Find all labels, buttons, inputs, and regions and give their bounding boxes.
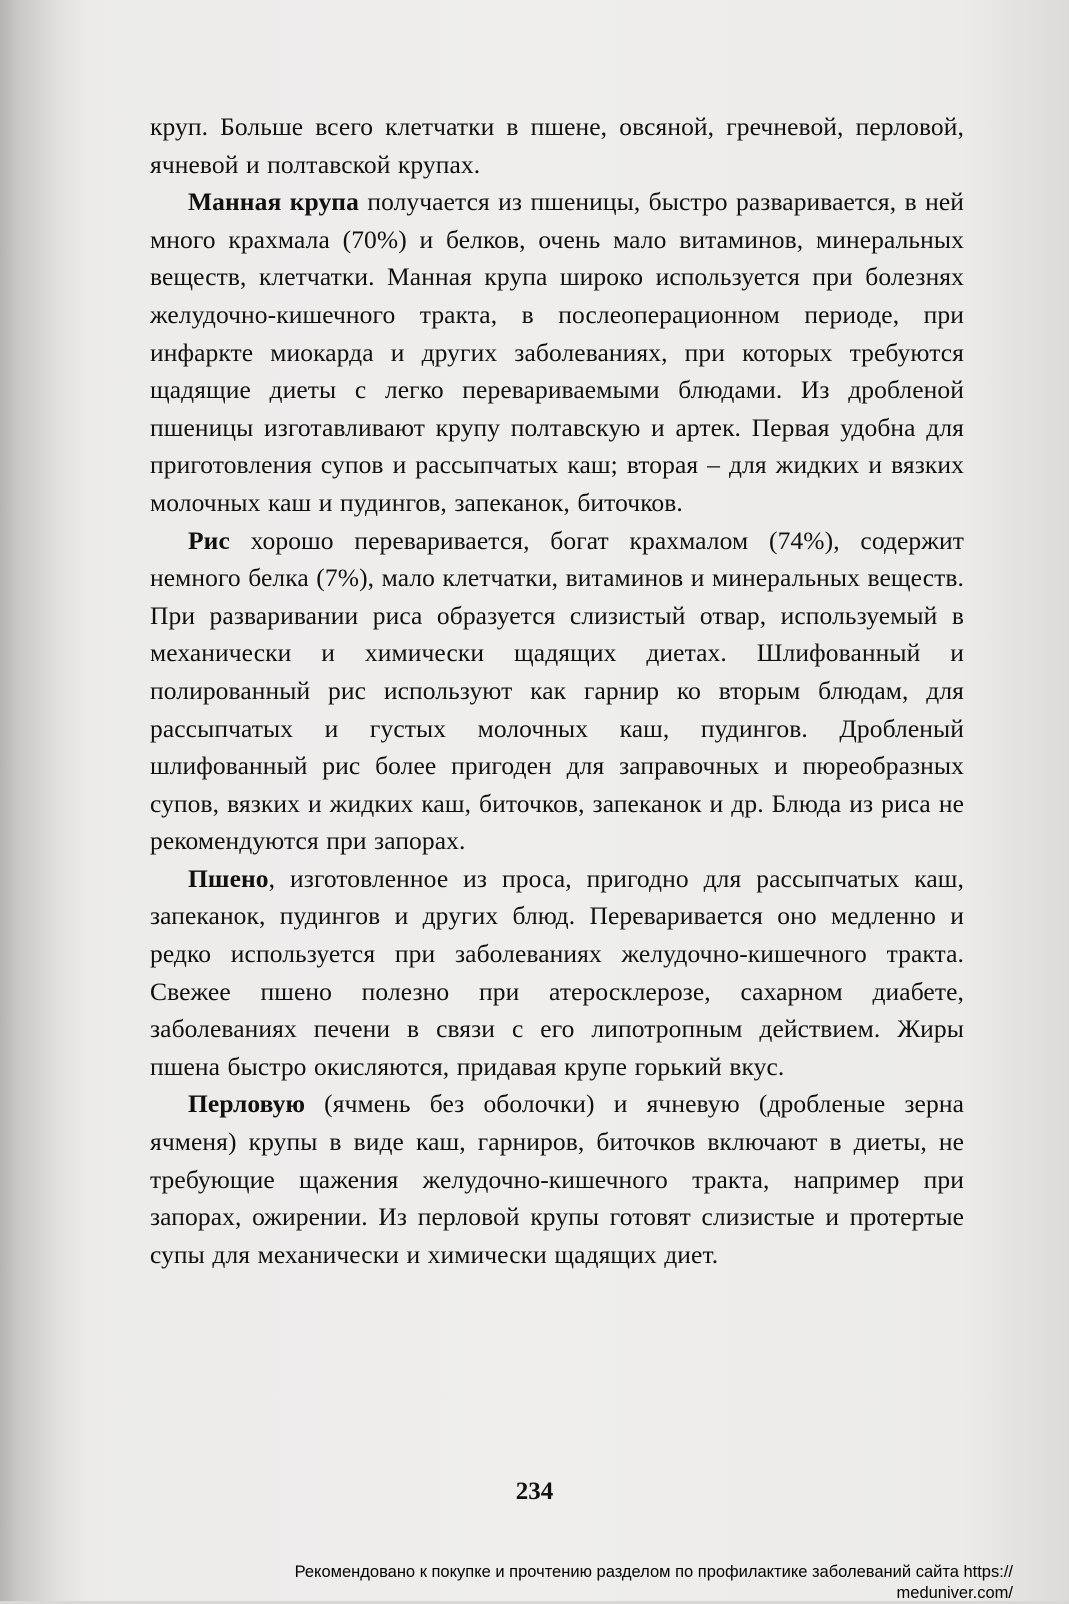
paragraph-semolina [150,183,964,521]
body-text [150,108,964,1273]
paragraph-text: хорошо переваривается, богат крахмалом (74%), содержит немного белка (7%), мало клетчатки, витаминов и минеральных веществ. При разваривании риса образуется слизистый отвар, используемый в механически и химически щадящих диетах. Шлифованный и полированный рис используют как гарнир ко вторым блюдам, для рассыпчатых и густых молочных каш, пудингов. Дробленый шлифованный рис более пригоден для заправочных и пюреобразных супов, вязких и жидких каш, биточков, запеканок и др. Блюда из риса не рекомендуются при запорах. [150,525,964,856]
paragraph-millet [150,860,964,1086]
paragraph-intro [150,108,964,183]
paragraph-term: Пшено [188,863,269,893]
paragraph-text: (ячмень без оболочки) и ячневую (дробленые зерна ячменя) крупы в виде каш, гарниров, биточков включают в диеты, не требующие щажения желудочно-кишечного тракта, например при запорах, ожирении. Из перловой крупы готовят слизистые и протертые супы для механически и химически щадящих диет. [150,1089,964,1269]
paragraph-barley [150,1085,964,1273]
paragraph-text: круп. Больше всего клетчатки в пшене, овсяной, гречневой, перловой, ячневой и полтавской крупах. [150,112,964,179]
paragraph-text: , изготовленное из проса, пригодно для рассыпчатых каш, запеканок, пудингов и других блюд. Переваривается оно медленно и редко используется при заболеваниях желудочно-кишечного тракта. Свежее пшено полезно при атеросклерозе, сахарном диабете, заболеваниях печени в связи с его липотропным действием. Жиры пшена быстро окисляются, придавая крупе горький вкус. [150,863,964,1081]
paragraph-rice [150,522,964,860]
footer-link[interactable]: meduniver.com/ [896,1584,1013,1602]
paragraph-text: получается из пшеницы, быстро разваривается, в ней много крахмала (70%) и белков, очень мало витаминов, минеральных веществ, клетчатки. Манная крупа широко используется при болезнях желудочно-кишечного тракта, в послеоперационном периоде, при инфаркте миокарда и других заболеваниях, при которых требуются щадящие диеты с легко перевариваемыми блюдами. Из дробленой пшеницы изготавливают крупу полтавскую и артек. Первая удобна для приготовления супов и рассыпчатых каш; вторая – для жидких и вязких молочных каш и пудингов, запеканок, биточков. [150,187,964,517]
footer-notice [93,1562,1013,1604]
page-number: 234 [515,1478,554,1505]
paragraph-term: Манная крупа [188,187,359,217]
footer-line-1: Рекомендовано к покупке и прочтению разделом по профилактике заболеваний сайта https:// [294,1563,1013,1581]
page-binding-shadow [0,0,90,1601]
paragraph-term: Рис [188,525,230,555]
paragraph-term: Перловую [188,1089,306,1119]
